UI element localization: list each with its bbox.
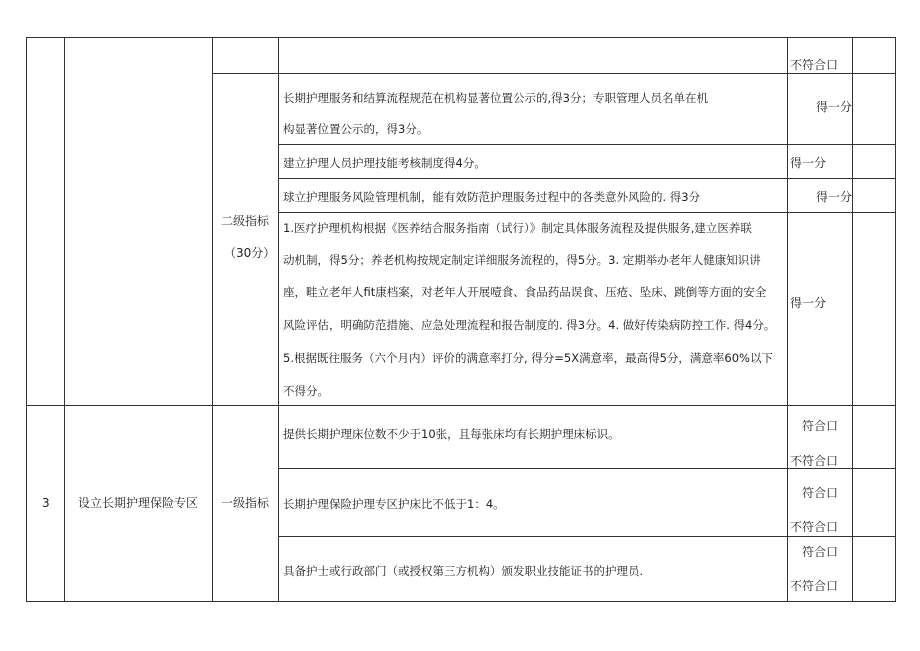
level-one-label: 一级指标 (221, 496, 270, 510)
fail-checkbox-label: 不符合口 (790, 579, 839, 593)
fail-checkbox-label: 不符合口 (790, 520, 839, 534)
row-divider-top (212, 73, 896, 74)
top-row-fail-status: 不符合口 (790, 58, 839, 72)
criterion-line: 座，畦立老年人fit康档案，对老年人开展噎食、食品药品误食、压疮、坠床、跳倒等方面的安全 (283, 285, 767, 299)
column-divider-2 (212, 37, 213, 602)
column-divider-5 (852, 37, 853, 602)
criterion-line: 风险评估，明确防范措施、应急处理流程和报告制度的. 得3分。4. 做好传染病防控工作. 得4分。 (283, 318, 776, 332)
score-cell: 得一分 (816, 100, 853, 114)
criterion-line: 长期护理保险护理专区护床比不低于1：4。 (283, 497, 505, 511)
item-name: 设立长期护理保险专区 (78, 496, 199, 510)
row-number: 3 (42, 496, 50, 510)
table-border-right (895, 37, 896, 602)
score-cell: 得一分 (816, 190, 853, 204)
criterion-line: 5.根据既往服务（六个月内）评价的满意率打分, 得分=5X满意率，最高得5分，满意率60%以下 (283, 351, 773, 365)
table-border-bottom (26, 601, 896, 602)
section-divider (26, 405, 896, 406)
pass-checkbox-label: 符合口 (802, 545, 839, 559)
criterion-line: 长期护理服务和结算流程规范在机构显著位置公示的,得3分；专职管理人员名单在机 (283, 91, 708, 105)
criterion-line: 不得分。 (283, 384, 329, 398)
pass-checkbox-label: 符合口 (802, 419, 839, 433)
row-divider-a (278, 144, 896, 145)
criterion-line: 提供长期护理床位数不少于10张，且每张床均有长期护理床标识。 (283, 427, 620, 441)
criterion-line: 1.医疗护理机构根据《医养结合服务指南（试行）》制定具体服务流程及提供服务,建立医养联 (283, 221, 752, 235)
criterion-line: 构显著位置公示的，得3分。 (283, 122, 429, 136)
row-divider-c (278, 212, 896, 213)
score-cell: 得一分 (790, 296, 827, 310)
table-border-left (26, 37, 27, 602)
row-divider-b (278, 178, 896, 179)
level-two-points: （30分） (224, 246, 276, 260)
criterion-line: 建立护理人员护理技能考核制度得4分。 (283, 156, 486, 170)
criterion-line: 具备护士或行政部门（或授权第三方机构）颁发职业技能证书的护理员. (283, 564, 644, 578)
column-divider-4 (787, 37, 788, 602)
column-divider-1 (64, 37, 65, 602)
row-divider-e (278, 536, 896, 537)
level-two-label: 二级指标 (221, 214, 270, 228)
criterion-line: 动机制，得5分；养老机构按规定制定详细服务流程的，得5分。3. 定期举办老年人健康知识讲 (283, 253, 761, 267)
fail-checkbox-label: 不符合口 (790, 454, 839, 468)
criterion-line: 球立护理服务风险管理机制，能有效防范护理服务过程中的各类意外风险的. 得3分 (283, 190, 701, 204)
column-divider-3 (278, 37, 279, 602)
pass-checkbox-label: 符合口 (802, 486, 839, 500)
score-cell: 得一分 (790, 156, 827, 170)
table-border-top (26, 37, 896, 38)
